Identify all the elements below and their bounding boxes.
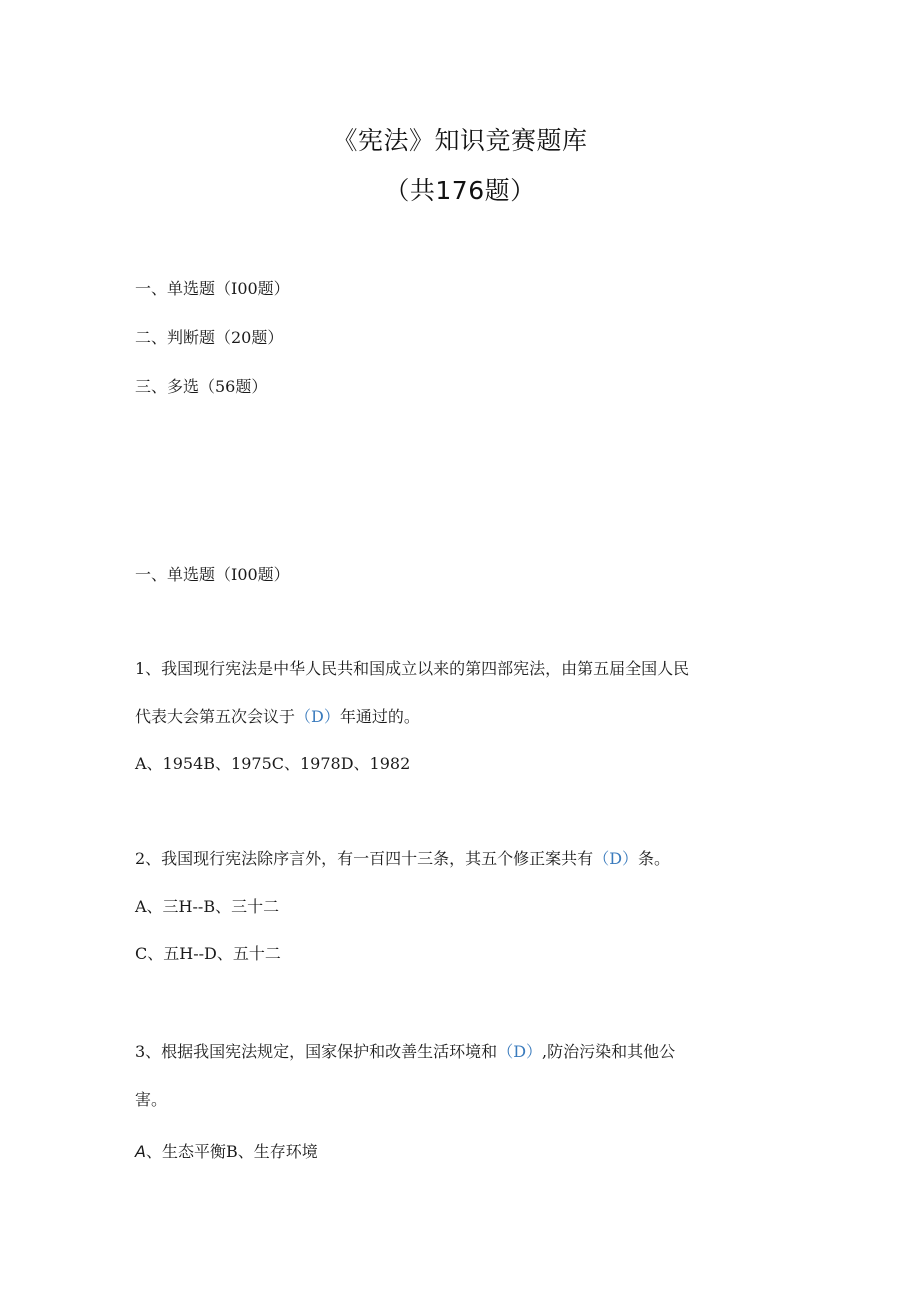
document-subtitle: （共176题） — [384, 176, 536, 205]
question-3-text-before: 3、根据我国宪法规定，国家保护和改善生活环境和 — [135, 1042, 498, 1061]
question-2-answer: （D） — [593, 849, 639, 868]
question-1-text-before: 代表大会第五次会议于 — [135, 707, 296, 726]
question-2-text-after: 条。 — [638, 849, 671, 868]
question-3-option-text: 、生态平衡B、生存环境 — [145, 1142, 318, 1161]
question-3-options — [135, 1142, 318, 1162]
question-2-line-1 — [135, 849, 670, 869]
question-1-line-1: 1、我国现行宪法是中华人民共和国成立以来的第四部宪法，由第五届全国人民 — [135, 659, 690, 678]
question-1-text-after: 年通过的。 — [339, 707, 420, 726]
question-3-answer: （D） — [497, 1042, 543, 1061]
question-1-options: A、1954B、1975C、1978D、1982 — [135, 754, 411, 773]
question-3-line-1 — [135, 1042, 675, 1062]
question-3-option-letter: A — [135, 1142, 146, 1161]
question-3-line-2: 害。 — [135, 1090, 168, 1109]
question-3-text-after: ,防治污染和其他公 — [542, 1042, 676, 1061]
question-1-answer: （D） — [295, 707, 340, 726]
toc-item-single-choice: 一、单选题（I00题） — [135, 279, 290, 298]
section-heading: 一、单选题（I00题） — [135, 565, 290, 584]
question-2-options-row-2: C、五H--D、五十二 — [135, 944, 281, 963]
toc-item-true-false: 二、判断题（20题） — [135, 328, 284, 347]
toc-item-multiple-choice: 三、多选（56题） — [135, 377, 268, 396]
document-title: 《宪法》知识竞赛题库 — [332, 126, 588, 155]
question-2-options-row-1: A、三H--B、三十二 — [135, 897, 280, 916]
question-1-line-2 — [135, 707, 420, 727]
question-2-text-before: 2、我国现行宪法除序言外，有一百四十三条，其五个修正案共有 — [135, 849, 594, 868]
